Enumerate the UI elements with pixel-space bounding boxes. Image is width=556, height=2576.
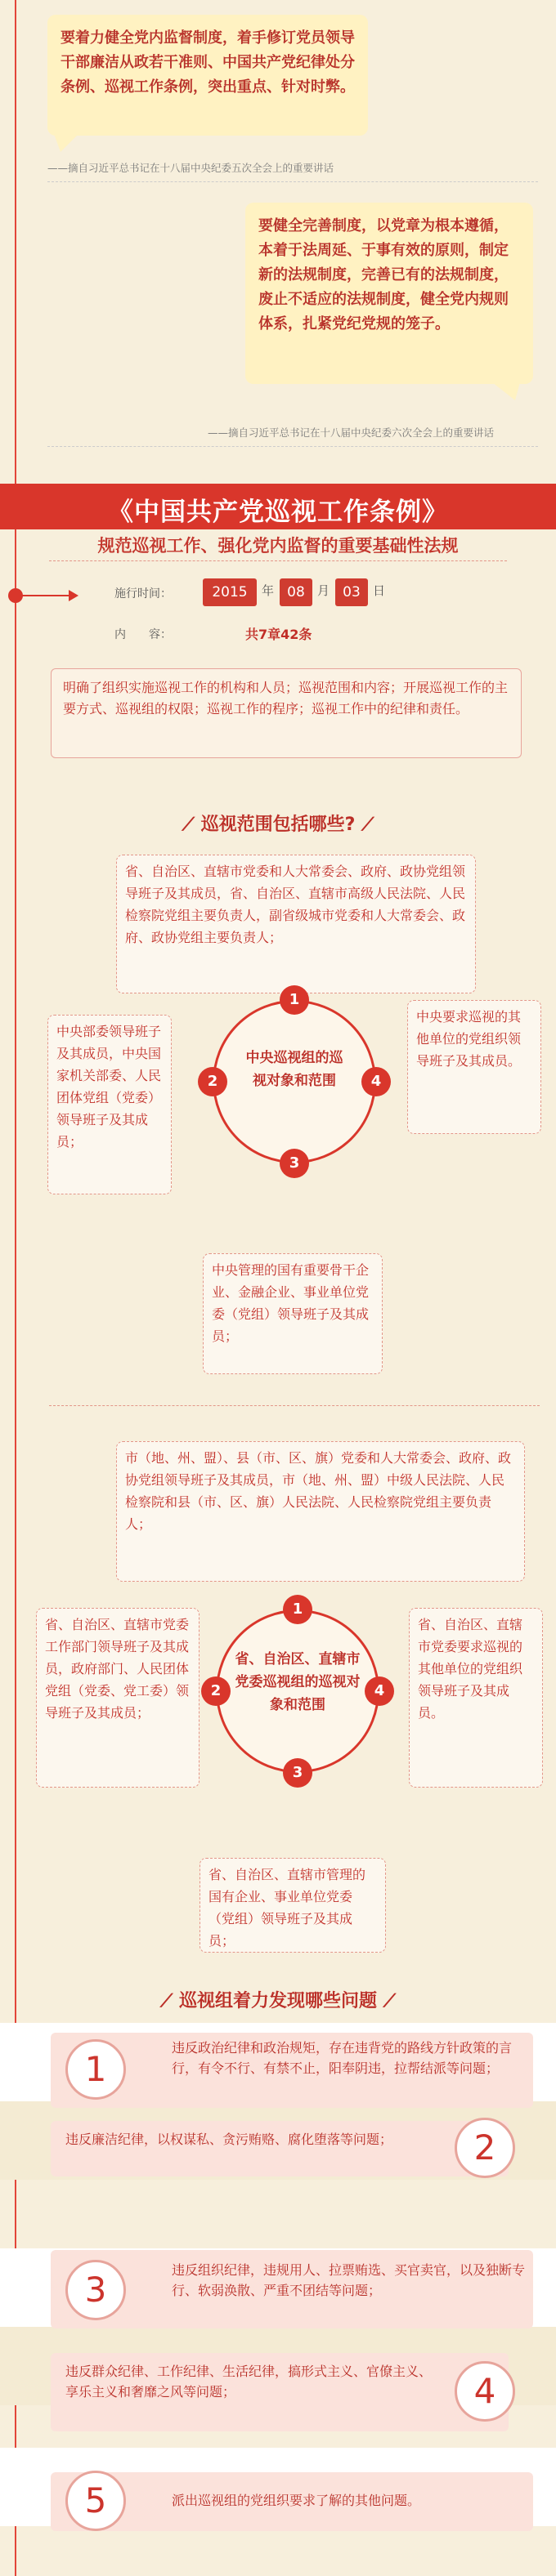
- quote-text-2: 要健全完善制度，以党章为根本遵循，本着于法周延、于事有效的原则，制定新的法规制度，完善已有的法规制度，废止不适应的法规制度，健全党内规则体系，扎紧党纪党规的笼子。: [258, 217, 509, 333]
- timeline-arrow-head: [69, 590, 80, 601]
- date-label: 施行时间：: [114, 587, 172, 600]
- issues-heading-text: 巡视组着力发现哪些问题: [178, 1991, 377, 2011]
- source-divider-2: [47, 446, 538, 447]
- scope-heading: [0, 810, 556, 836]
- issue-num-5: 5: [65, 2471, 126, 2531]
- quote-box-2: [245, 203, 533, 384]
- central-ring-label: 中央巡视组的巡视对象和范围: [245, 1050, 343, 1089]
- subtitle-underline: [49, 560, 507, 561]
- regulation-subtitle: 规范巡视工作、强化党内监督的重要基础性法规: [97, 536, 459, 556]
- date-day-unit: 日: [373, 583, 386, 598]
- central-num-4: 4: [361, 1067, 391, 1096]
- issue-num-2: 2: [455, 2118, 515, 2178]
- scope-heading-slash-right: ⟋: [355, 815, 374, 835]
- scope-divider: [49, 1405, 540, 1406]
- central-item-2-box: 中央部委领导班子及其成员，中央国家机关部委、人民团体党组（党委）领导班子及其成员；: [47, 1015, 172, 1194]
- quote-bubble-tail-2: [492, 382, 525, 402]
- central-item-1-box: 省、自治区、直辖市党委和人大常委会、政府、政协党组领导班子及其成员，省、自治区、直辖市高级人民法院、人民检察院党组主要负责人，副省级城市党委和人大常委会、政府、政协党组主要负责人；: [116, 855, 476, 993]
- central-num-1: 1: [280, 985, 309, 1015]
- left-timeline-line: [15, 0, 16, 484]
- source-divider-1: [47, 181, 538, 182]
- date-year: 2015: [203, 578, 257, 606]
- date-month: 08: [280, 578, 312, 606]
- central-num-3: 3: [280, 1149, 309, 1178]
- content-label: 内 容：: [114, 628, 172, 641]
- quote-source-1: ——摘自习近平总书记在十八届中央纪委五次全会上的重要讲话: [47, 162, 334, 174]
- provincial-num-1: 1: [283, 1595, 312, 1624]
- regulation-summary: 明确了组织实施巡视工作的机构和人员；巡视范围和内容；开展巡视工作的主要方式、巡视组的权限；巡视工作的程序；巡视工作中的纪律和责任。: [51, 668, 522, 758]
- scope-heading-text: 巡视范围包括哪些?: [200, 815, 356, 835]
- provincial-ring-label: 省、自治区、直辖市党委巡视组的巡视对象和范围: [235, 1651, 361, 1713]
- provincial-num-2: 2: [201, 1676, 231, 1706]
- central-item-3-box: 中央管理的国有重要骨干企业、金融企业、事业单位党委（党组）领导班子及其成员；: [203, 1253, 383, 1374]
- regulation-title: 《中国共产党巡视工作条例》: [108, 498, 448, 527]
- central-ring: [213, 1000, 376, 1163]
- issue-num-3: 3: [65, 2260, 126, 2320]
- provincial-item-1-box: 市（地、州、盟）、县（市、区、旗）党委和人大常委会、政府、政协党组领导班子及其成员，市（地、州、盟）中级人民法院、人民检察院和县（市、区、旗）人民法院、人民检察院党组主要负责人；: [116, 1441, 525, 1582]
- provincial-item-2-box: 省、自治区、直辖市党委工作部门领导班子及其成员，政府部门、人民团体党组（党委、党工委）领导班子及其成员；: [36, 1608, 200, 1788]
- issue-text-2: 违反廉洁纪律，以权谋私、贪污贿赂、腐化堕落等问题；: [65, 2132, 393, 2147]
- central-num-2: 2: [198, 1067, 227, 1096]
- provincial-item-3-box: 省、自治区、直辖市管理的国有企业、事业单位党委（党组）领导班子及其成员；: [200, 1858, 386, 1953]
- date-month-unit: 月: [317, 583, 330, 598]
- provincial-item-4-box: 省、自治区、直辖市党委要求巡视的其他单位的党组织领导班子及其成员。: [409, 1608, 543, 1788]
- issue-num-4: 4: [455, 2361, 515, 2422]
- quote-box-1: [47, 15, 368, 136]
- content-value: 共7章42条: [245, 627, 312, 642]
- quote-bubble-tail-1: [54, 134, 87, 154]
- date-year-unit: 年: [262, 583, 275, 598]
- issue-text-3: 违反组织纪律，违规用人、拉票贿选、买官卖官，以及独断专行、软弱涣散、严重不团结等问题；: [172, 2262, 526, 2298]
- issue-text-5: 派出巡视组的党组织要求了解的其他问题。: [172, 2493, 421, 2508]
- issue-text-1: 违反政治纪律和政治规矩，存在违背党的路线方针政策的言行，有令不行、有禁不止，阳奉阴违，拉帮结派等问题；: [172, 2040, 513, 2076]
- provincial-ring: [216, 1609, 379, 1773]
- regulation-title-bar: [0, 484, 556, 529]
- central-item-4-box: 中央要求巡视的其他单位的党组织领导班子及其成员。: [407, 1000, 541, 1134]
- scope-heading-slash-left: ⟋: [182, 815, 201, 835]
- issue-text-4: 违反群众纪律、工作纪律、生活纪律，搞形式主义、官僚主义、享乐主义和奢靡之风等问题；: [65, 2364, 433, 2400]
- provincial-num-4: 4: [365, 1676, 394, 1706]
- issue-num-1: 1: [65, 2039, 126, 2100]
- timeline-arrow-line: [21, 595, 70, 596]
- provincial-num-3: 3: [283, 1758, 312, 1788]
- issues-heading-slash-right: ⟋: [377, 1991, 397, 2011]
- date-day: 03: [335, 578, 368, 606]
- quote-source-2: ——摘自习近平总书记在十八届中央纪委六次全会上的重要讲话: [208, 426, 495, 439]
- quote-text-1: 要着力健全党内监督制度，着手修订党员领导干部廉洁从政若干准则、中国共产党纪律处分条例、巡视工作条例，突出重点、针对时弊。: [61, 29, 355, 96]
- issues-heading-slash-left: ⟋: [159, 1991, 179, 2011]
- issues-heading: [0, 1987, 556, 2012]
